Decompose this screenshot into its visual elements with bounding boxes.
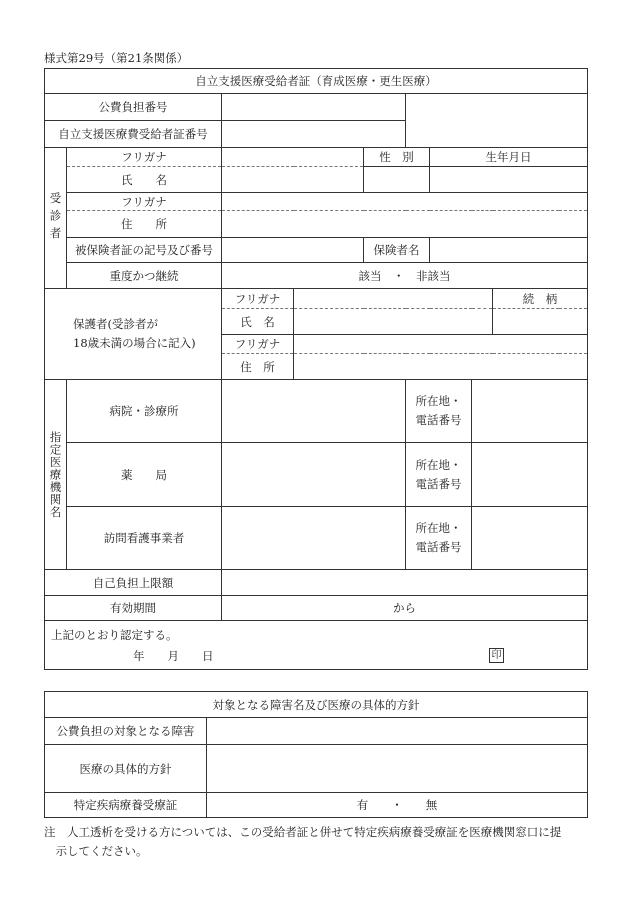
guardian-address-furigana-label: フリガナ bbox=[222, 335, 294, 354]
specific-disease-choice[interactable]: 有 ・ 無 bbox=[207, 793, 588, 818]
pharmacy-location-field[interactable] bbox=[472, 443, 588, 507]
certify-text: 上記のとおり認定する。 bbox=[51, 628, 178, 642]
patient-name-field[interactable] bbox=[222, 167, 364, 193]
patient-address-furigana-label: フリガナ bbox=[67, 193, 222, 211]
patient-address-field[interactable] bbox=[222, 211, 588, 238]
patient-address-furigana-field[interactable] bbox=[222, 193, 588, 211]
target-disability-label: 公費負担の対象となる障害 bbox=[45, 718, 207, 745]
institution-section-label: 指定医療機関名 bbox=[45, 380, 67, 570]
seal-mark: 印 bbox=[489, 648, 504, 663]
certificate-title: 自立支援医療受給者証（育成医療・更生医療） bbox=[45, 69, 588, 94]
pharmacy-field[interactable] bbox=[222, 443, 406, 507]
certification-block bbox=[45, 621, 588, 670]
recipient-cert-no-digits[interactable] bbox=[222, 121, 406, 148]
blank-area bbox=[406, 121, 588, 148]
insurance-no-label: 被保険者証の記号及び番号 bbox=[67, 238, 222, 263]
pharmacy-location-label: 所在地・ 電話番号 bbox=[406, 443, 472, 507]
hospital-location-label: 所在地・ 電話番号 bbox=[406, 380, 472, 443]
validity-field[interactable]: から bbox=[222, 596, 588, 621]
public-burden-no-label: 公費負担番号 bbox=[45, 94, 222, 121]
insurance-no-field[interactable] bbox=[222, 238, 364, 263]
patient-address-label: 住 所 bbox=[67, 211, 222, 238]
visiting-location-label: 所在地・ 電話番号 bbox=[406, 507, 472, 570]
guardian-address-label: 住 所 bbox=[222, 354, 294, 380]
patient-section-label: 受診者 bbox=[45, 148, 67, 289]
patient-furigana-label: フリガナ bbox=[67, 148, 222, 167]
insurer-field[interactable] bbox=[430, 238, 588, 263]
visiting-field[interactable] bbox=[222, 507, 406, 570]
footnote-line2: 示してください。 bbox=[44, 844, 148, 858]
guardian-label-line2: 18歳未満の場合に記入) bbox=[73, 336, 196, 350]
disability-table bbox=[44, 691, 588, 818]
copay-label: 自己負担上限額 bbox=[45, 570, 222, 596]
sex-field[interactable] bbox=[364, 167, 430, 193]
birth-label: 生年月日 bbox=[430, 148, 588, 167]
birth-field[interactable] bbox=[430, 167, 588, 193]
guardian-name-field[interactable] bbox=[294, 309, 493, 335]
guardian-address-furigana-field[interactable] bbox=[294, 335, 588, 354]
treatment-policy-label: 医療の具体的方針 bbox=[45, 745, 207, 793]
severe-choice[interactable]: 該当 ・ 非該当 bbox=[222, 263, 588, 289]
guardian-furigana-label: フリガナ bbox=[222, 289, 294, 309]
validity-label: 有効期間 bbox=[45, 596, 222, 621]
patient-name-label: 氏 名 bbox=[67, 167, 222, 193]
footnote bbox=[44, 823, 589, 861]
public-burden-no-digits[interactable] bbox=[222, 94, 406, 121]
target-disability-field[interactable] bbox=[207, 718, 588, 745]
form-number: 様式第29号（第21条関係） bbox=[44, 51, 189, 65]
certify-date: 年 月 日 bbox=[133, 649, 214, 663]
hospital-label: 病院・診療所 bbox=[67, 380, 222, 443]
relation-label: 続 柄 bbox=[493, 289, 588, 309]
visiting-location-field[interactable] bbox=[472, 507, 588, 570]
patient-furigana-field[interactable] bbox=[222, 148, 364, 167]
copay-field[interactable] bbox=[222, 570, 588, 596]
treatment-policy-field[interactable] bbox=[207, 745, 588, 793]
guardian-name-label: 氏 名 bbox=[222, 309, 294, 335]
specific-disease-label: 特定疾病療養受療証 bbox=[45, 793, 207, 818]
pharmacy-label: 薬 局 bbox=[67, 443, 222, 507]
guardian-label-line1: 保護者(受診者が bbox=[73, 317, 158, 331]
guardian-address-field[interactable] bbox=[294, 354, 588, 380]
hospital-location-field[interactable] bbox=[472, 380, 588, 443]
recipient-cert-no-label: 自立支援医療費受給者証番号 bbox=[45, 121, 222, 148]
hospital-field[interactable] bbox=[222, 380, 406, 443]
blank-area bbox=[406, 94, 588, 121]
insurer-label: 保険者名 bbox=[364, 238, 430, 263]
certificate-table bbox=[44, 68, 588, 670]
relation-field[interactable] bbox=[493, 309, 588, 335]
guardian-furigana-field[interactable] bbox=[294, 289, 493, 309]
sex-label: 性 別 bbox=[364, 148, 430, 167]
severe-label: 重度かつ継続 bbox=[67, 263, 222, 289]
footnote-line1: 注 人工透析を受ける方については、この受給者証と併せて特定疾病療養受療証を医療機関窓口に提 bbox=[44, 825, 562, 839]
disability-title: 対象となる障害名及び医療の具体的方針 bbox=[45, 692, 588, 718]
visiting-label: 訪問看護事業者 bbox=[67, 507, 222, 570]
guardian-label bbox=[45, 289, 222, 380]
